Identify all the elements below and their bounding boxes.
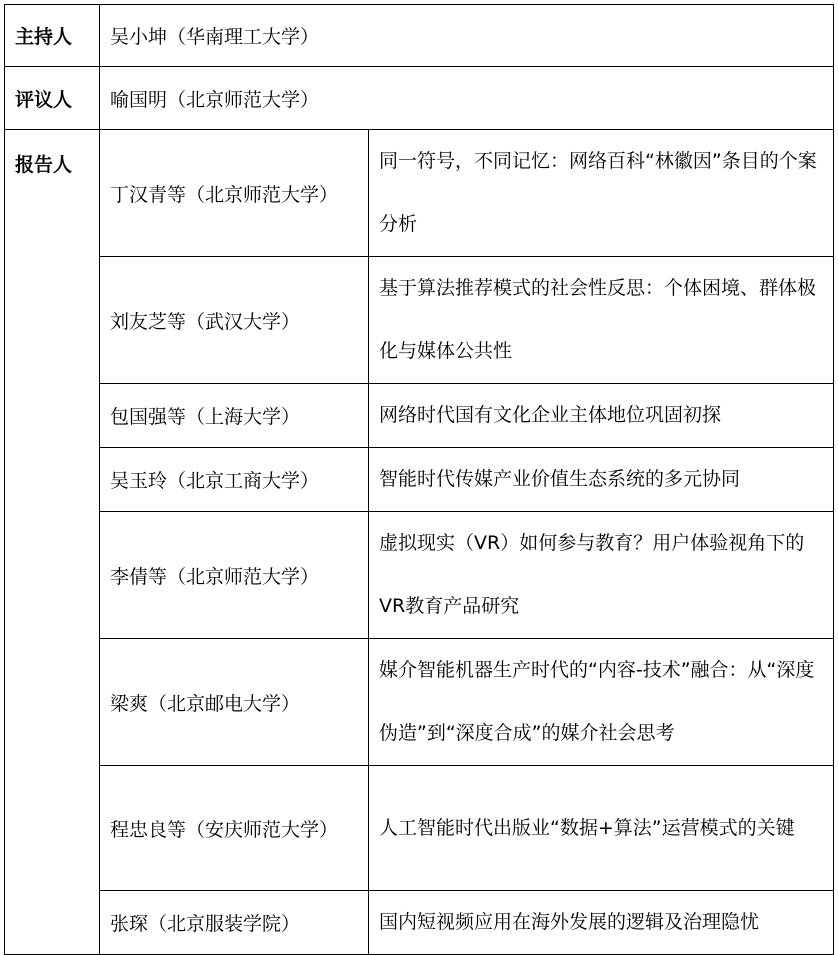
reporter-name: 刘友芝等（武汉大学）: [100, 257, 369, 384]
reporter-row: [5, 130, 834, 257]
report-title: 智能时代传媒产业价值生态系统的多元协同: [369, 448, 834, 512]
reporter-name: 李倩等（北京师范大学）: [100, 512, 369, 639]
reporter-name: 梁爽（北京邮电大学）: [100, 639, 369, 766]
host-name: 吴小坤（华南理工大学）: [100, 5, 834, 67]
report-title: 人工智能时代出版业“数据+算法”运营模式的关键: [369, 766, 834, 891]
report-title: 媒介智能机器生产时代的“内容-技术”融合：从“深度伪造”到“深度合成”的媒介社会思考: [369, 639, 834, 766]
reporter-row: [5, 639, 834, 766]
reporter-name: 吴玉玲（北京工商大学）: [100, 448, 369, 512]
reporter-row: [5, 766, 834, 891]
reporter-label: 报告人: [5, 130, 100, 955]
reporter-row: [5, 384, 834, 448]
reporter-row: [5, 512, 834, 639]
reporter-name: 丁汉青等（北京师范大学）: [100, 130, 369, 257]
report-title: 网络时代国有文化企业主体地位巩固初探: [369, 384, 834, 448]
host-row: [5, 5, 834, 67]
reporter-name: 包国强等（上海大学）: [100, 384, 369, 448]
reporter-row: [5, 448, 834, 512]
reporter-row: [5, 891, 834, 955]
commentator-label: 评议人: [5, 67, 100, 130]
reporter-row: [5, 257, 834, 384]
host-label: 主持人: [5, 5, 100, 67]
report-title: 基于算法推荐模式的社会性反思：个体困境、群体极化与媒体公共性: [369, 257, 834, 384]
commentator-row: [5, 67, 834, 130]
reporter-name: 程忠良等（安庆师范大学）: [100, 766, 369, 891]
commentator-name: 喻国明（北京师范大学）: [100, 67, 834, 130]
reporter-name: 张琛（北京服装学院）: [100, 891, 369, 955]
report-title: 国内短视频应用在海外发展的逻辑及治理隐忧: [369, 891, 834, 955]
report-title: 同一符号，不同记忆：网络百科“林徽因”条目的个案分析: [369, 130, 834, 257]
report-title: 虚拟现实（VR）如何参与教育？用户体验视角下的VR教育产品研究: [369, 512, 834, 639]
program-table: [4, 4, 834, 955]
